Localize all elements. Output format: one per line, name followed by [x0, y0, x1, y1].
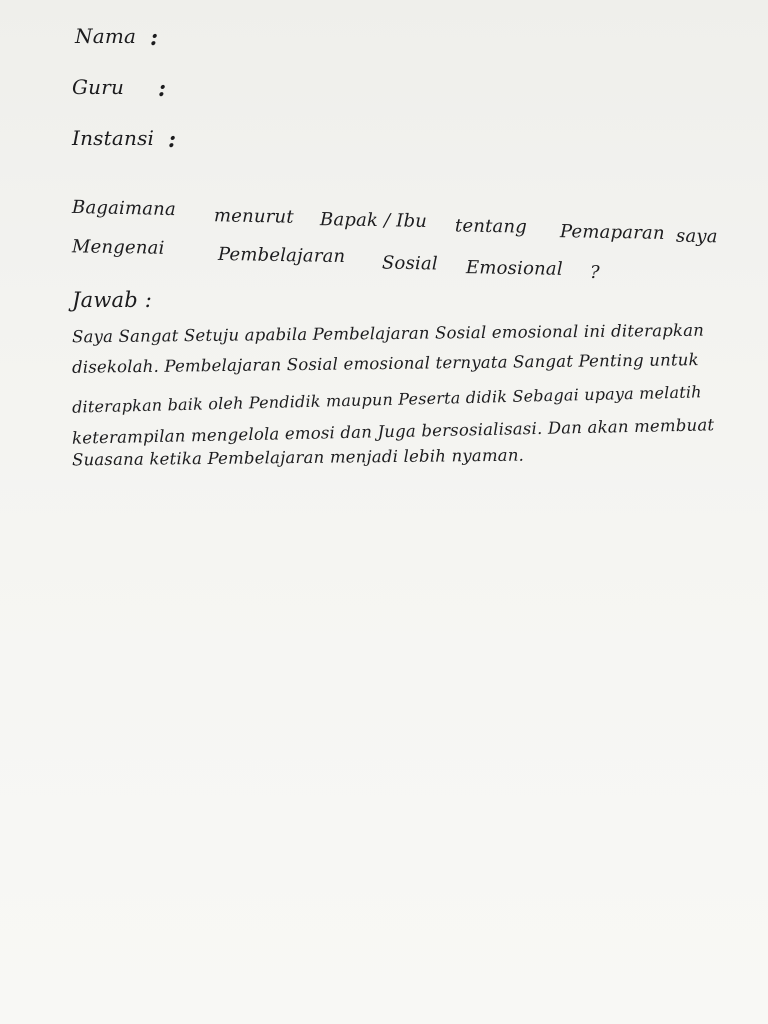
- question-word: tentang: [454, 215, 528, 238]
- answer-line: diterapkan baik oleh Pendidik maupun Peserta didik Sebagai upaya melatih: [71, 382, 702, 417]
- answer-line: keterampilan mengelola emosi dan Juga bersosialisasi. Dan akan membuat: [71, 415, 715, 448]
- nama-label: Nama: [75, 24, 137, 48]
- guru-label: Guru: [72, 75, 125, 99]
- answer-line: disekolah. Pembelajaran Sosial emosional ternyata Sangat Penting untuk: [71, 350, 699, 377]
- question-word: saya: [675, 225, 718, 248]
- question-word: menurut: [213, 205, 294, 228]
- instansi-colon: :: [168, 127, 177, 153]
- answer-label: Jawab :: [72, 288, 153, 312]
- question-word: Pembelajaran: [217, 243, 346, 268]
- answer-line: Suasana ketika Pembelajaran menjadi lebih nyaman.: [71, 445, 525, 470]
- question-word: Mengenai: [71, 236, 165, 259]
- question-word: Bagaimana: [71, 196, 177, 221]
- question-mark: ?: [590, 262, 600, 283]
- question-word: Pemaparan: [559, 221, 665, 244]
- nama-colon: :: [150, 25, 159, 51]
- instansi-label: Instansi: [72, 126, 155, 150]
- guru-colon: :: [158, 76, 167, 102]
- question-word: Sosial: [381, 252, 439, 275]
- question-word: Bapak / Ibu: [319, 209, 428, 232]
- question-word: Emosional: [465, 257, 563, 280]
- answer-line: Saya Sangat Setuju apabila Pembelajaran Sosial emosional ini diterapkan: [71, 320, 705, 347]
